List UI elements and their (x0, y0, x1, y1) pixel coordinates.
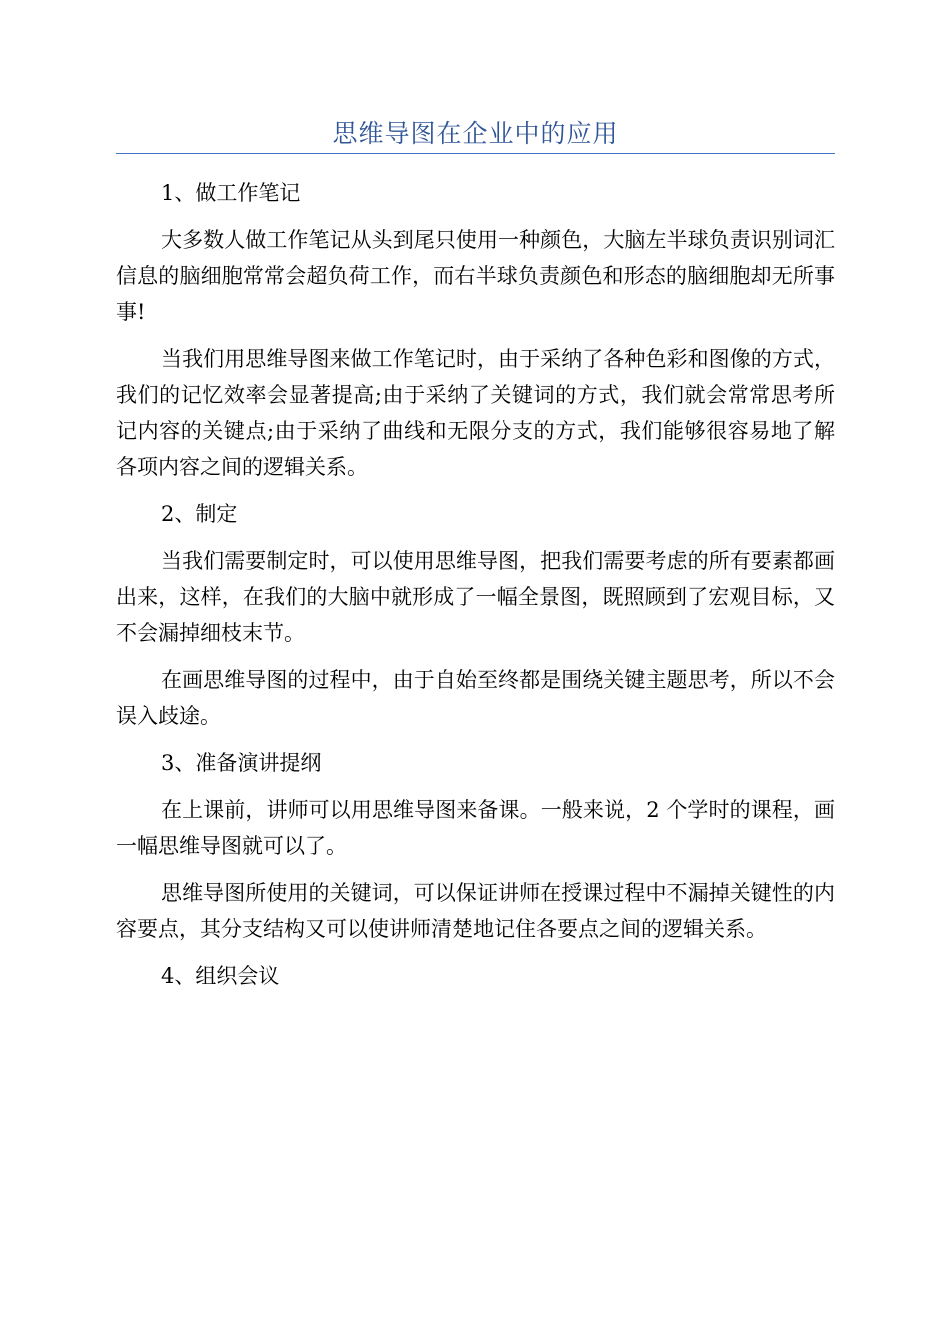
section-heading: 4、组织会议 (161, 964, 280, 988)
section-heading: 3、准备演讲提纲 (161, 751, 322, 775)
document-page (116, 0, 835, 1344)
paragraph: 在上课前，讲师可以用思维导图来备课。一般来说，2 个学时的课程，画一幅思维导图就可以了。 (116, 798, 835, 858)
document-body (116, 175, 835, 1005)
document-title: 思维导图在企业中的应用 (332, 119, 619, 148)
paragraph: 当我们需要制定时，可以使用思维导图，把我们需要考虑的所有要素都画出来，这样，在我们的大脑中就形成了一幅全景图，既照顾到了宏观目标，又不会漏掉细枝末节。 (116, 549, 835, 645)
section-heading: 2、制定 (161, 502, 238, 526)
paragraph: 思维导图所使用的关键词，可以保证讲师在授课过程中不漏掉关键性的内容要点，其分支结构又可以使讲师清楚地记住各要点之间的逻辑关系。 (116, 881, 835, 941)
title-underline (116, 153, 835, 154)
section-heading: 1、做工作笔记 (161, 181, 301, 205)
paragraph: 当我们用思维导图来做工作笔记时，由于采纳了各种色彩和图像的方式，我们的记忆效率会显著提高;由于采纳了关键词的方式，我们就会常常思考所记内容的关键点;由于采纳了曲线和无限分支的方式，我们能够很容易地了解各项内容之间的逻辑关系。 (116, 347, 835, 479)
paragraph: 大多数人做工作笔记从头到尾只使用一种颜色，大脑左半球负责识别词汇信息的脑细胞常常会超负荷工作，而右半球负责颜色和形态的脑细胞却无所事事! (116, 228, 835, 324)
paragraph: 在画思维导图的过程中，由于自始至终都是围绕关键主题思考，所以不会误入歧途。 (116, 668, 835, 728)
